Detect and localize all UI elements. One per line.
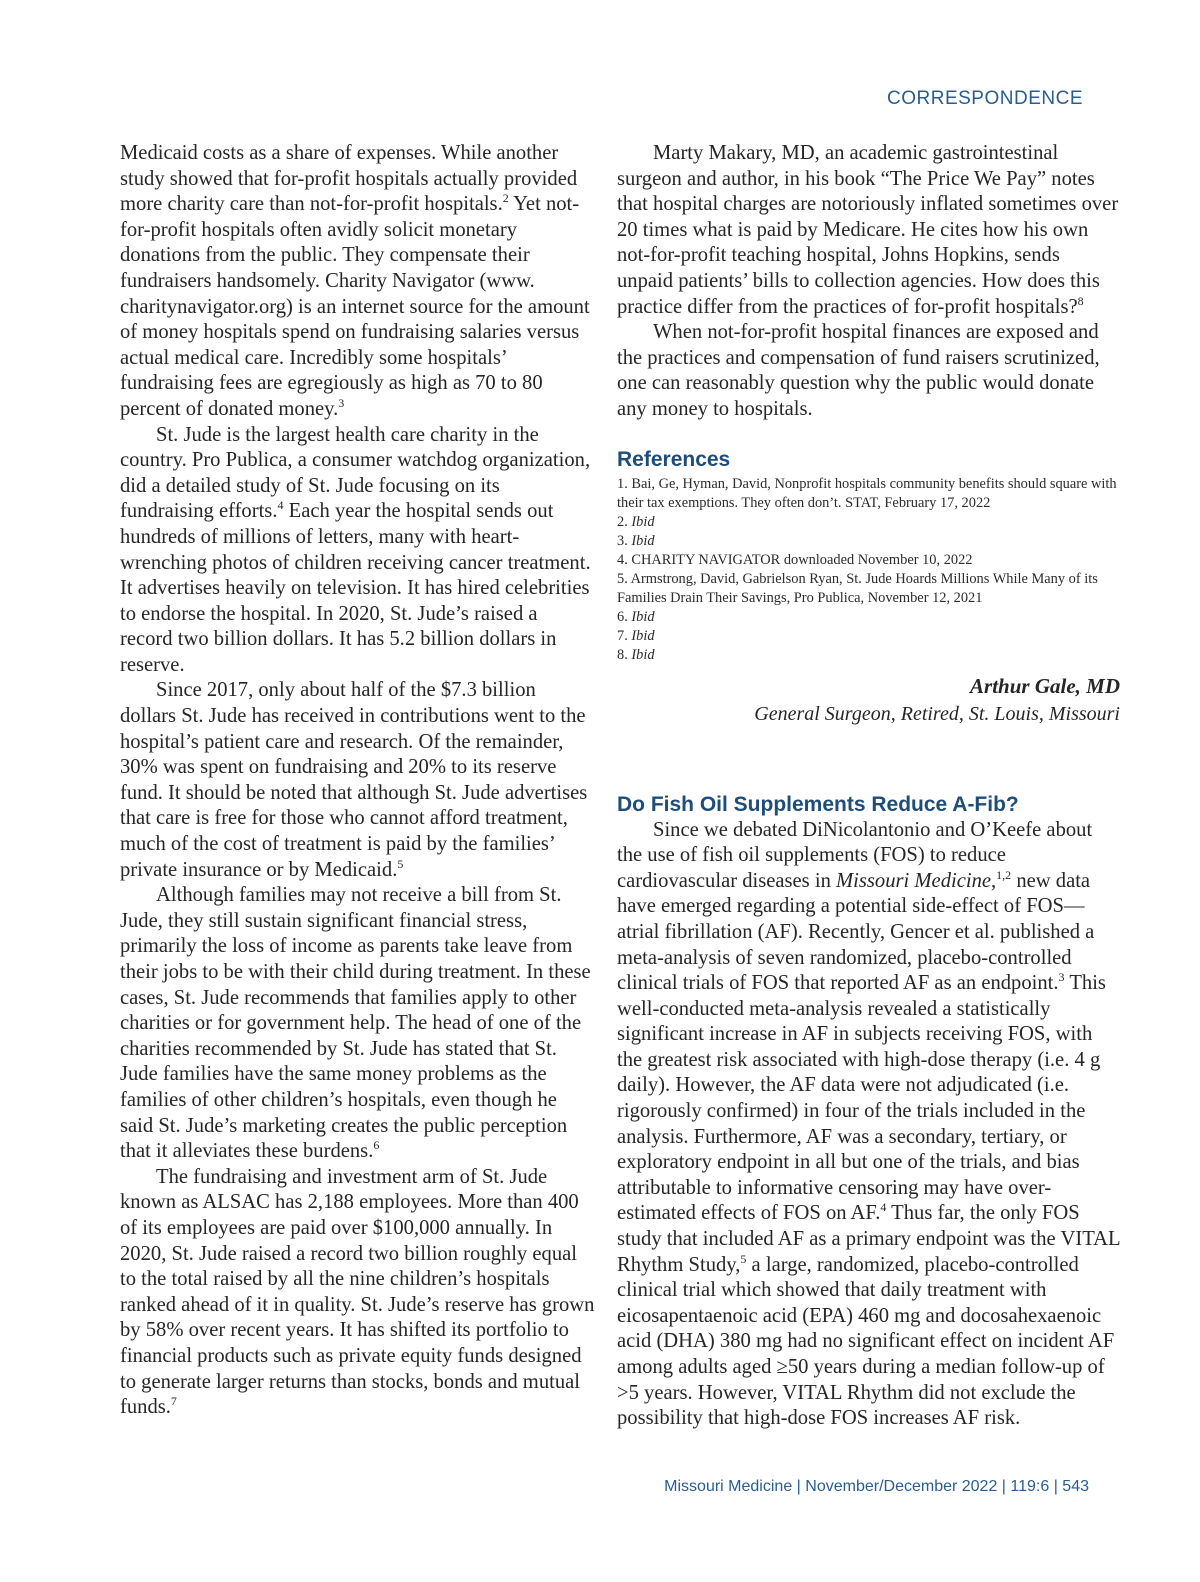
signature-block: [617, 673, 1120, 728]
article-heading: Do Fish Oil Supplements Reduce A-Fib?: [617, 792, 1019, 816]
paragraph: Marty Makary, MD, an academic gastrointestinal surgeon and author, in his book “The Price We Pay” notes that hospital charges are notoriously inflated sometimes over 20 times what is paid by Medicare. He cites how his own not-for-profit teaching hospital, Johns Hopkins, sends unpaid patients’ bills to collection agencies. How does this practice differ from the practices of for-profit hospitals?$^8$: [617, 142, 1119, 318]
text-run: Since we debated DiNicolantonio and O’Keefe about the use of fish oil supplements (FOS) to reduce cardiovascular diseases in: [617, 818, 1093, 892]
reference-item: 5. Armstrong, David, Gabrielson Ryan, St. Jude Hoards Millions While Many of its Families Drain Their Savings, Pro Publica, November 12, 2021: [617, 570, 1098, 606]
paragraph: The fundraising and investment arm of St. Jude known as ALSAC has 2,188 employees. More than 400 of its employees are paid over $100,000 annually. In 2020, St. Jude raised a record two billion roughly equal to the total raised by all the nine children’s hospitals ranked ahead of it in quality. St. Jude’s reserve has grown by 58% over recent years. It has shifted its portfolio to financial products such as private equity funds designed to generate larger returns than stocks, bonds and mutual funds.$^7$: [120, 1165, 595, 1419]
author-name: Arthur Gale, MD: [970, 673, 1120, 698]
reference-item: 7. Ibid: [617, 627, 655, 644]
paragraph: When not-for-profit hospital finances are exposed and the practices and compensation of fund raisers scrutinized, one can reasonably question why the public would donate any money to hospitals.: [617, 321, 1100, 420]
reference-item: 1. Bai, Ge, Hyman, David, Nonprofit hospitals community benefits should square with their tax exemptions. They often don’t. STAT, February 17, 2022: [617, 475, 1117, 511]
reference-item: 3. Ibid: [617, 532, 655, 549]
references-heading: References: [617, 447, 731, 471]
page-footer: Missouri Medicine | November/December 2022 | 119:6 | 543: [664, 1478, 1089, 1495]
footnote-marker: 3: [1058, 970, 1065, 985]
text-run: Missouri Medicine: [836, 869, 992, 892]
section-label: CORRESPONDENCE: [887, 88, 1083, 109]
footnote-marker: 1,2: [996, 867, 1012, 882]
footnote-marker: 4: [880, 1200, 887, 1215]
footnote-marker: 5: [740, 1251, 747, 1266]
paragraph: St. Jude is the largest health care charity in the country. Pro Publica, a consumer watchdog organization, did a detailed study of St. Jude focusing on its fundraising efforts.$^4$ Each year the hospital sends out hundreds of millions of letters, many with heart-wrenching photos of children receiving cancer treatment. It advertises heavily on television. It has hired celebrities to endorse the hospital. In 2020, St. Jude’s raised a record two billion dollars. It has 5.2 billion dollars in reserve.: [120, 423, 591, 676]
reference-item: 2. Ibid: [617, 513, 655, 530]
left-column: [120, 141, 595, 1421]
reference-item: 4. CHARITY NAVIGATOR downloaded November 10, 2022: [617, 551, 973, 568]
text-run: Thus far, the only FOS study that included AF as a primary endpoint was the VITAL Rhythm Study,: [617, 1202, 1120, 1276]
text-run: This well-conducted meta-analysis revealed a statistically significant increase in AF in subjects receiving FOS, with the greatest risk associated with high-dose therapy (i.e. 4 g daily). However, the AF data were not adjudicated (i.e. rigorously confirmed) in four of the trials included in the analysis. Furthermore, AF was a secondary, tertiary, or exploratory endpoint in all but one of the trials, and bias attributable to informative censoring may have over-estimated effects of FOS on AF.: [617, 972, 1106, 1225]
text-run: ,: [991, 869, 997, 892]
paragraph: Although families may not receive a bill from St. Jude, they still sustain significant financial stress, primarily the loss of income as parents take leave from their jobs to be with their child during treatment. In these cases, St. Jude recommends that families apply to other charities or for government help. The head of one of the charities recommended by St. Jude has stated that St. Jude families have the same money problems as the families of other children’s hospitals, even though he said St. Jude’s marketing creates the public perception that it alleviates these burdens.$^6$: [120, 884, 591, 1163]
right-column: [617, 141, 1120, 1432]
reference-item: 8. Ibid: [617, 646, 655, 663]
paragraph: Since 2017, only about half of the $7.3 billion dollars St. Jude has received in contributions went to the hospital’s patient care and research. Of the remainder, 30% was spent on fundraising and 20% to its reserve fund. It should be noted that although St. Jude advertises that care is free for those who cannot afford treatment, much of the cost of treatment is paid by the families’ private insurance or by Medicaid.$^5$: [120, 679, 588, 881]
reference-item: 6. Ibid: [617, 608, 655, 625]
references-list: [617, 475, 1120, 665]
text-run: new data have emerged regarding a potential side-effect of FOS—atrial fibrillation (AF). Recently, Gencer et al. published a meta-analysis of seven randomized, placebo-controlled clinical trials of FOS that reported AF as an endpoint.: [617, 869, 1095, 995]
author-title: General Surgeon, Retired, St. Louis, Missouri: [754, 702, 1120, 725]
paragraph: [617, 818, 1120, 1432]
text-run: a large, randomized, placebo-controlled clinical trial which showed that daily treatment with eicosapentaenoic acid (EPA) 460 mg and docosahexaenoic acid (DHA) 380 mg had no significant effect on incident AF among adults aged ≥50 years during a median follow-up of >5 years. However, VITAL Rhythm did not exclude the possibility that high-dose FOS increases AF risk.: [617, 1253, 1115, 1430]
paragraph: Medicaid costs as a share of expenses. While another study showed that for-profit hospitals actually provided more charity care than not-for-profit hospitals.$^2$ Yet not-for-profit hospitals often avidly solicit monetary donations from the public. They compensate their fundraisers handsomely. Charity Navigator (www. charitynavigator.org) is an internet source for the amount of money hospitals spend on fundraising salaries versus actual medical care. Incredibly some hospitals’ fundraising fees are egregiously as high as 70 to 80 percent of donated money.$^3$: [120, 142, 590, 420]
